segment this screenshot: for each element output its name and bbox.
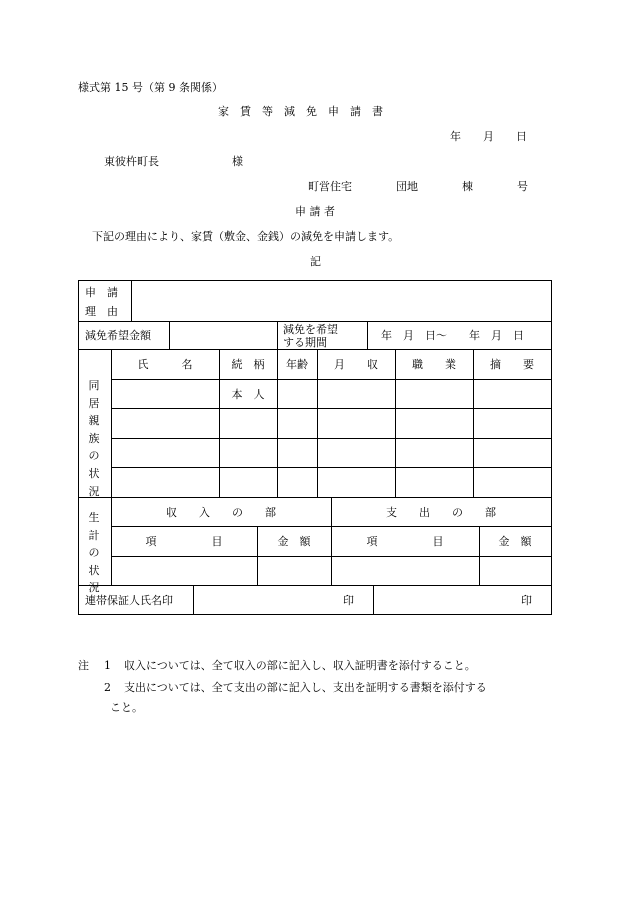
application-form xyxy=(78,280,552,615)
reason-label-1: 申 請 xyxy=(85,286,118,299)
livelihood-section-label: 生計の状況 xyxy=(88,511,100,595)
income-item-label: 項 目 xyxy=(145,535,223,548)
intro-text: 下記の理由により、家賃（敷金、金銭）の減免を申請します。 xyxy=(92,230,400,243)
note2-number: 2 xyxy=(104,681,111,694)
family-section-label: 同居親族の状況 xyxy=(88,379,100,498)
addressee-honorific: 様 xyxy=(232,155,243,168)
header-occupation: 職 業 xyxy=(412,358,456,371)
income-amount-label: 金 額 xyxy=(277,535,311,548)
expense-section-label: 支 出 の 部 xyxy=(386,506,496,519)
note1-number: 1 xyxy=(104,659,111,672)
header-relation: 続 柄 xyxy=(231,358,265,371)
applicant-label: 申 請 者 xyxy=(295,205,335,218)
seal-1: 印 xyxy=(343,594,354,607)
header-age: 年齢 xyxy=(286,358,308,371)
seal-2: 印 xyxy=(521,594,532,607)
period-value: 年 月 日～ 年 月 日 xyxy=(381,329,524,342)
date-line: 年 月 日 xyxy=(450,130,527,143)
note-prefix: 注 xyxy=(78,659,89,672)
period-label-2: する期間 xyxy=(283,336,327,349)
amount-label: 減免希望金額 xyxy=(85,329,151,342)
header-name: 氏 名 xyxy=(137,358,193,371)
expense-item-label: 項 目 xyxy=(366,535,444,548)
self-label: 本 人 xyxy=(231,388,265,401)
addressee: 東彼杵町長 xyxy=(104,155,159,168)
ki-label: 記 xyxy=(310,255,321,268)
address-line: 町営住宅 団地 棟 号 xyxy=(308,180,528,193)
header-income: 月 収 xyxy=(334,358,378,371)
period-label-1: 減免を希望 xyxy=(283,323,338,336)
guarantor-label: 連帯保証人氏名印 xyxy=(85,594,173,607)
income-section-label: 収 入 の 部 xyxy=(166,506,276,519)
form-number: 様式第 15 号（第 9 条関係） xyxy=(78,81,223,94)
note2-continuation: こと。 xyxy=(110,701,143,714)
expense-amount-label: 金 額 xyxy=(498,535,532,548)
reason-label-2: 理 由 xyxy=(85,305,118,318)
header-remarks: 摘 要 xyxy=(490,358,534,371)
note2-text: 支出については、全て支出の部に記入し、支出を証明する書類を添付する xyxy=(124,681,487,694)
document-title: 家 賃 等 減 免 申 請 書 xyxy=(218,105,383,118)
note1-text: 収入については、全て収入の部に記入し、収入証明書を添付すること。 xyxy=(124,659,476,672)
